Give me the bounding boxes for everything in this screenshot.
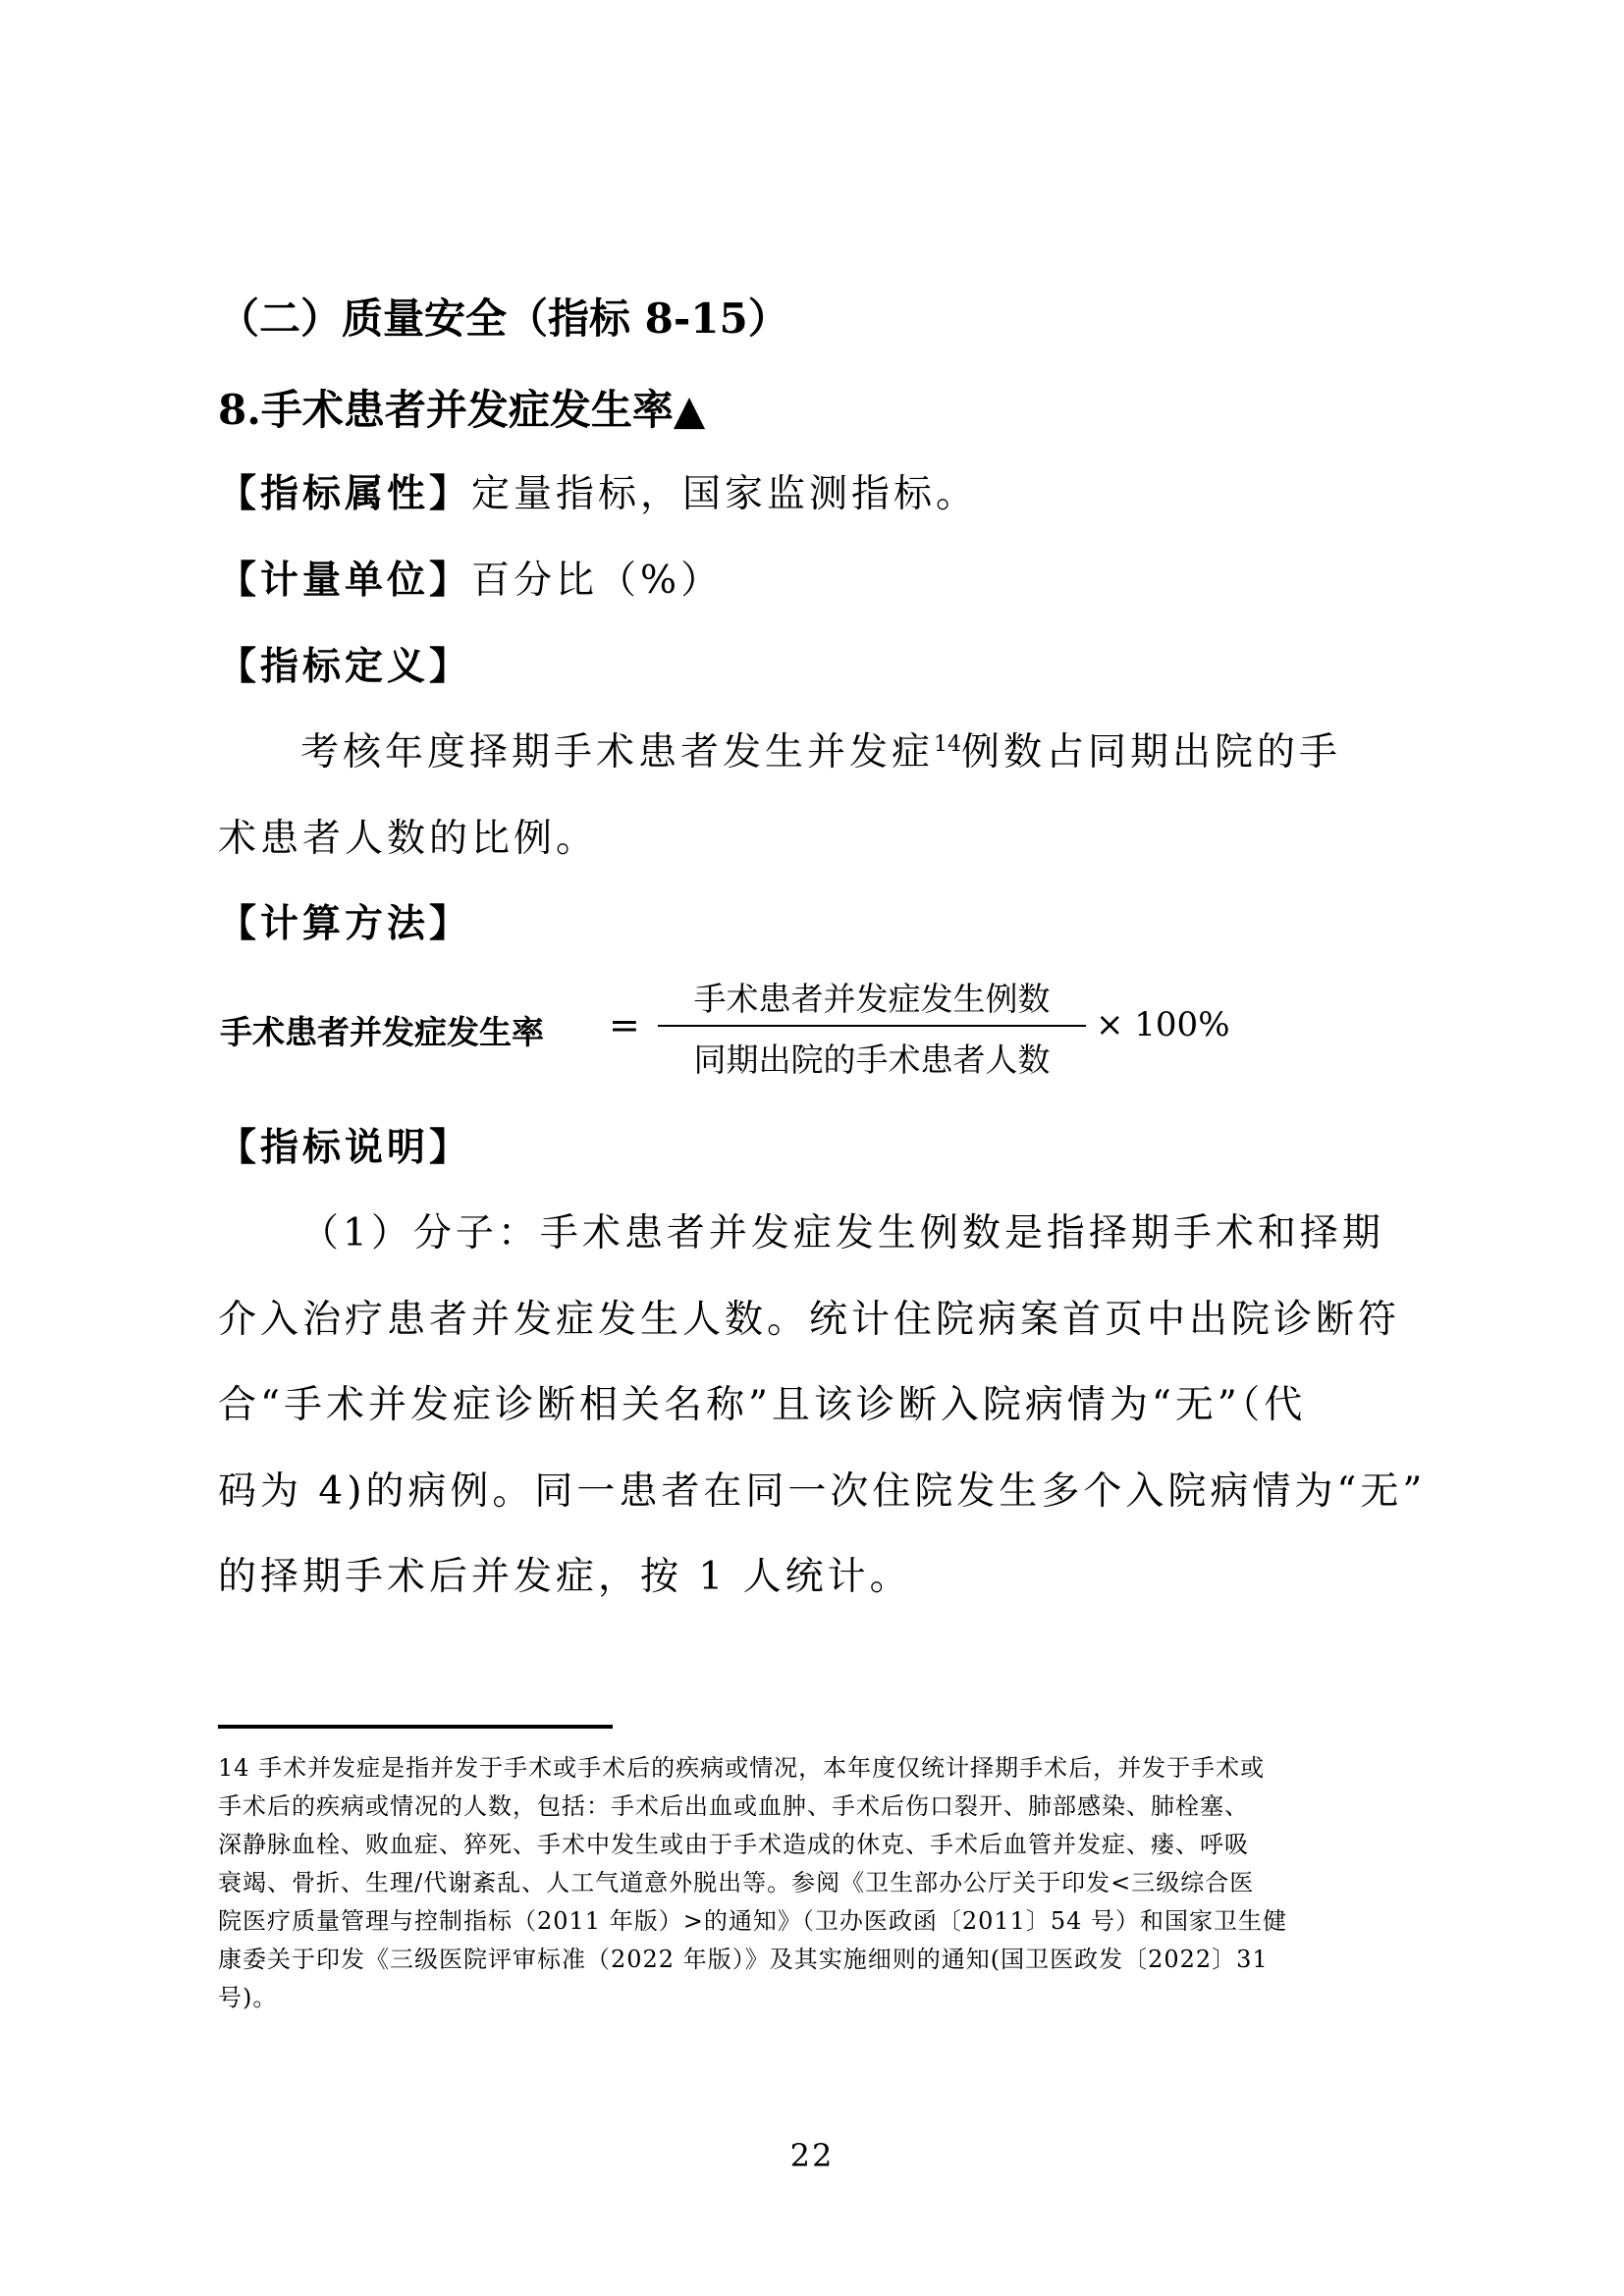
footnote-divider	[218, 1725, 613, 1729]
section-title: （二）质量安全（指标 8-15）	[218, 294, 789, 343]
definition-text-b: 例数占同期出院的手	[961, 730, 1342, 774]
unit-label: 【计量单位】	[218, 558, 472, 603]
fraction-bar	[658, 1025, 1086, 1027]
footnote-line: 衰竭、骨折、生理/代谢紊乱、人工气道意外脱出等。参阅《卫生部办公厅关于印发<三级综合医	[218, 1869, 1255, 1896]
formula-lhs: 手术患者并发症发生率	[220, 1013, 544, 1051]
footnote	[218, 1749, 1435, 2017]
formula-numerator: 手术患者并发症发生例数	[693, 980, 1051, 1018]
footnote-line: 14 手术并发症是指并发于手术或手术后的疾病或情况，本年度仅统计择期手术后，并发于手术或	[218, 1754, 1266, 1782]
attribute-label: 【指标属性】	[218, 471, 472, 516]
attribute-row	[218, 463, 978, 518]
footnote-line: 康委关于印发《三级医院评审标准（2022 年版）》及其实施细则的通知(国卫医政发〔2022〕31	[218, 1946, 1269, 1973]
explanation-line: （1）分子：手术患者并发症发生例数是指择期手术和择期	[300, 1211, 1384, 1255]
explanation-label: 【指标说明】	[218, 1125, 472, 1170]
footnote-ref[interactable]: 14	[934, 732, 962, 757]
explanation-line: 的择期手术后并发症，按 1 人统计。	[218, 1555, 912, 1599]
formula-multiplier: × 100%	[1096, 1005, 1230, 1044]
footnote-line: 手术后的疾病或情况的人数，包括：手术后出血或血肿、手术后伤口裂开、肺部感染、肺栓塞、	[218, 1792, 1249, 1820]
footnote-line: 号)。	[218, 1984, 278, 2011]
attribute-value: 定量指标，国家监测指标。	[471, 472, 979, 516]
definition-text-a: 考核年度择期手术患者发生并发症	[300, 730, 935, 774]
page-number: 22	[789, 2137, 835, 2174]
footnote-line: 深静脉血栓、败血症、猝死、手术中发生或由于手术造成的休克、手术后血管并发症、瘘、呼吸	[218, 1831, 1249, 1858]
definition-line-2: 术患者人数的比例。	[218, 817, 599, 861]
explanation-line: 码为 4)的病例。同一患者在同一次住院发生多个入院病情为“无”	[218, 1469, 1427, 1514]
formula-equals: =	[609, 1003, 640, 1046]
indicator-title: 8.手术患者并发症发生率▲	[218, 386, 706, 434]
footnote-line: 院医疗质量管理与控制指标（2011 年版）>的通知》（卫办医政函〔2011〕54 号）和国家卫生健	[218, 1907, 1288, 1935]
unit-value: 百分比（%）	[471, 559, 724, 603]
explanation-line: 合“手术并发症诊断相关名称”且该诊断入院病情为“无”（代	[218, 1383, 1307, 1427]
explanation-line: 介入治疗患者并发症发生人数。统计住院病案首页中出院诊断符	[218, 1298, 1401, 1342]
method-label: 【计算方法】	[218, 901, 472, 946]
formula-denominator: 同期出院的手术患者人数	[693, 1041, 1051, 1079]
definition-label: 【指标定义】	[218, 644, 472, 689]
unit-row	[218, 550, 723, 605]
formula	[220, 974, 1300, 1092]
definition-line-1	[300, 721, 1341, 776]
